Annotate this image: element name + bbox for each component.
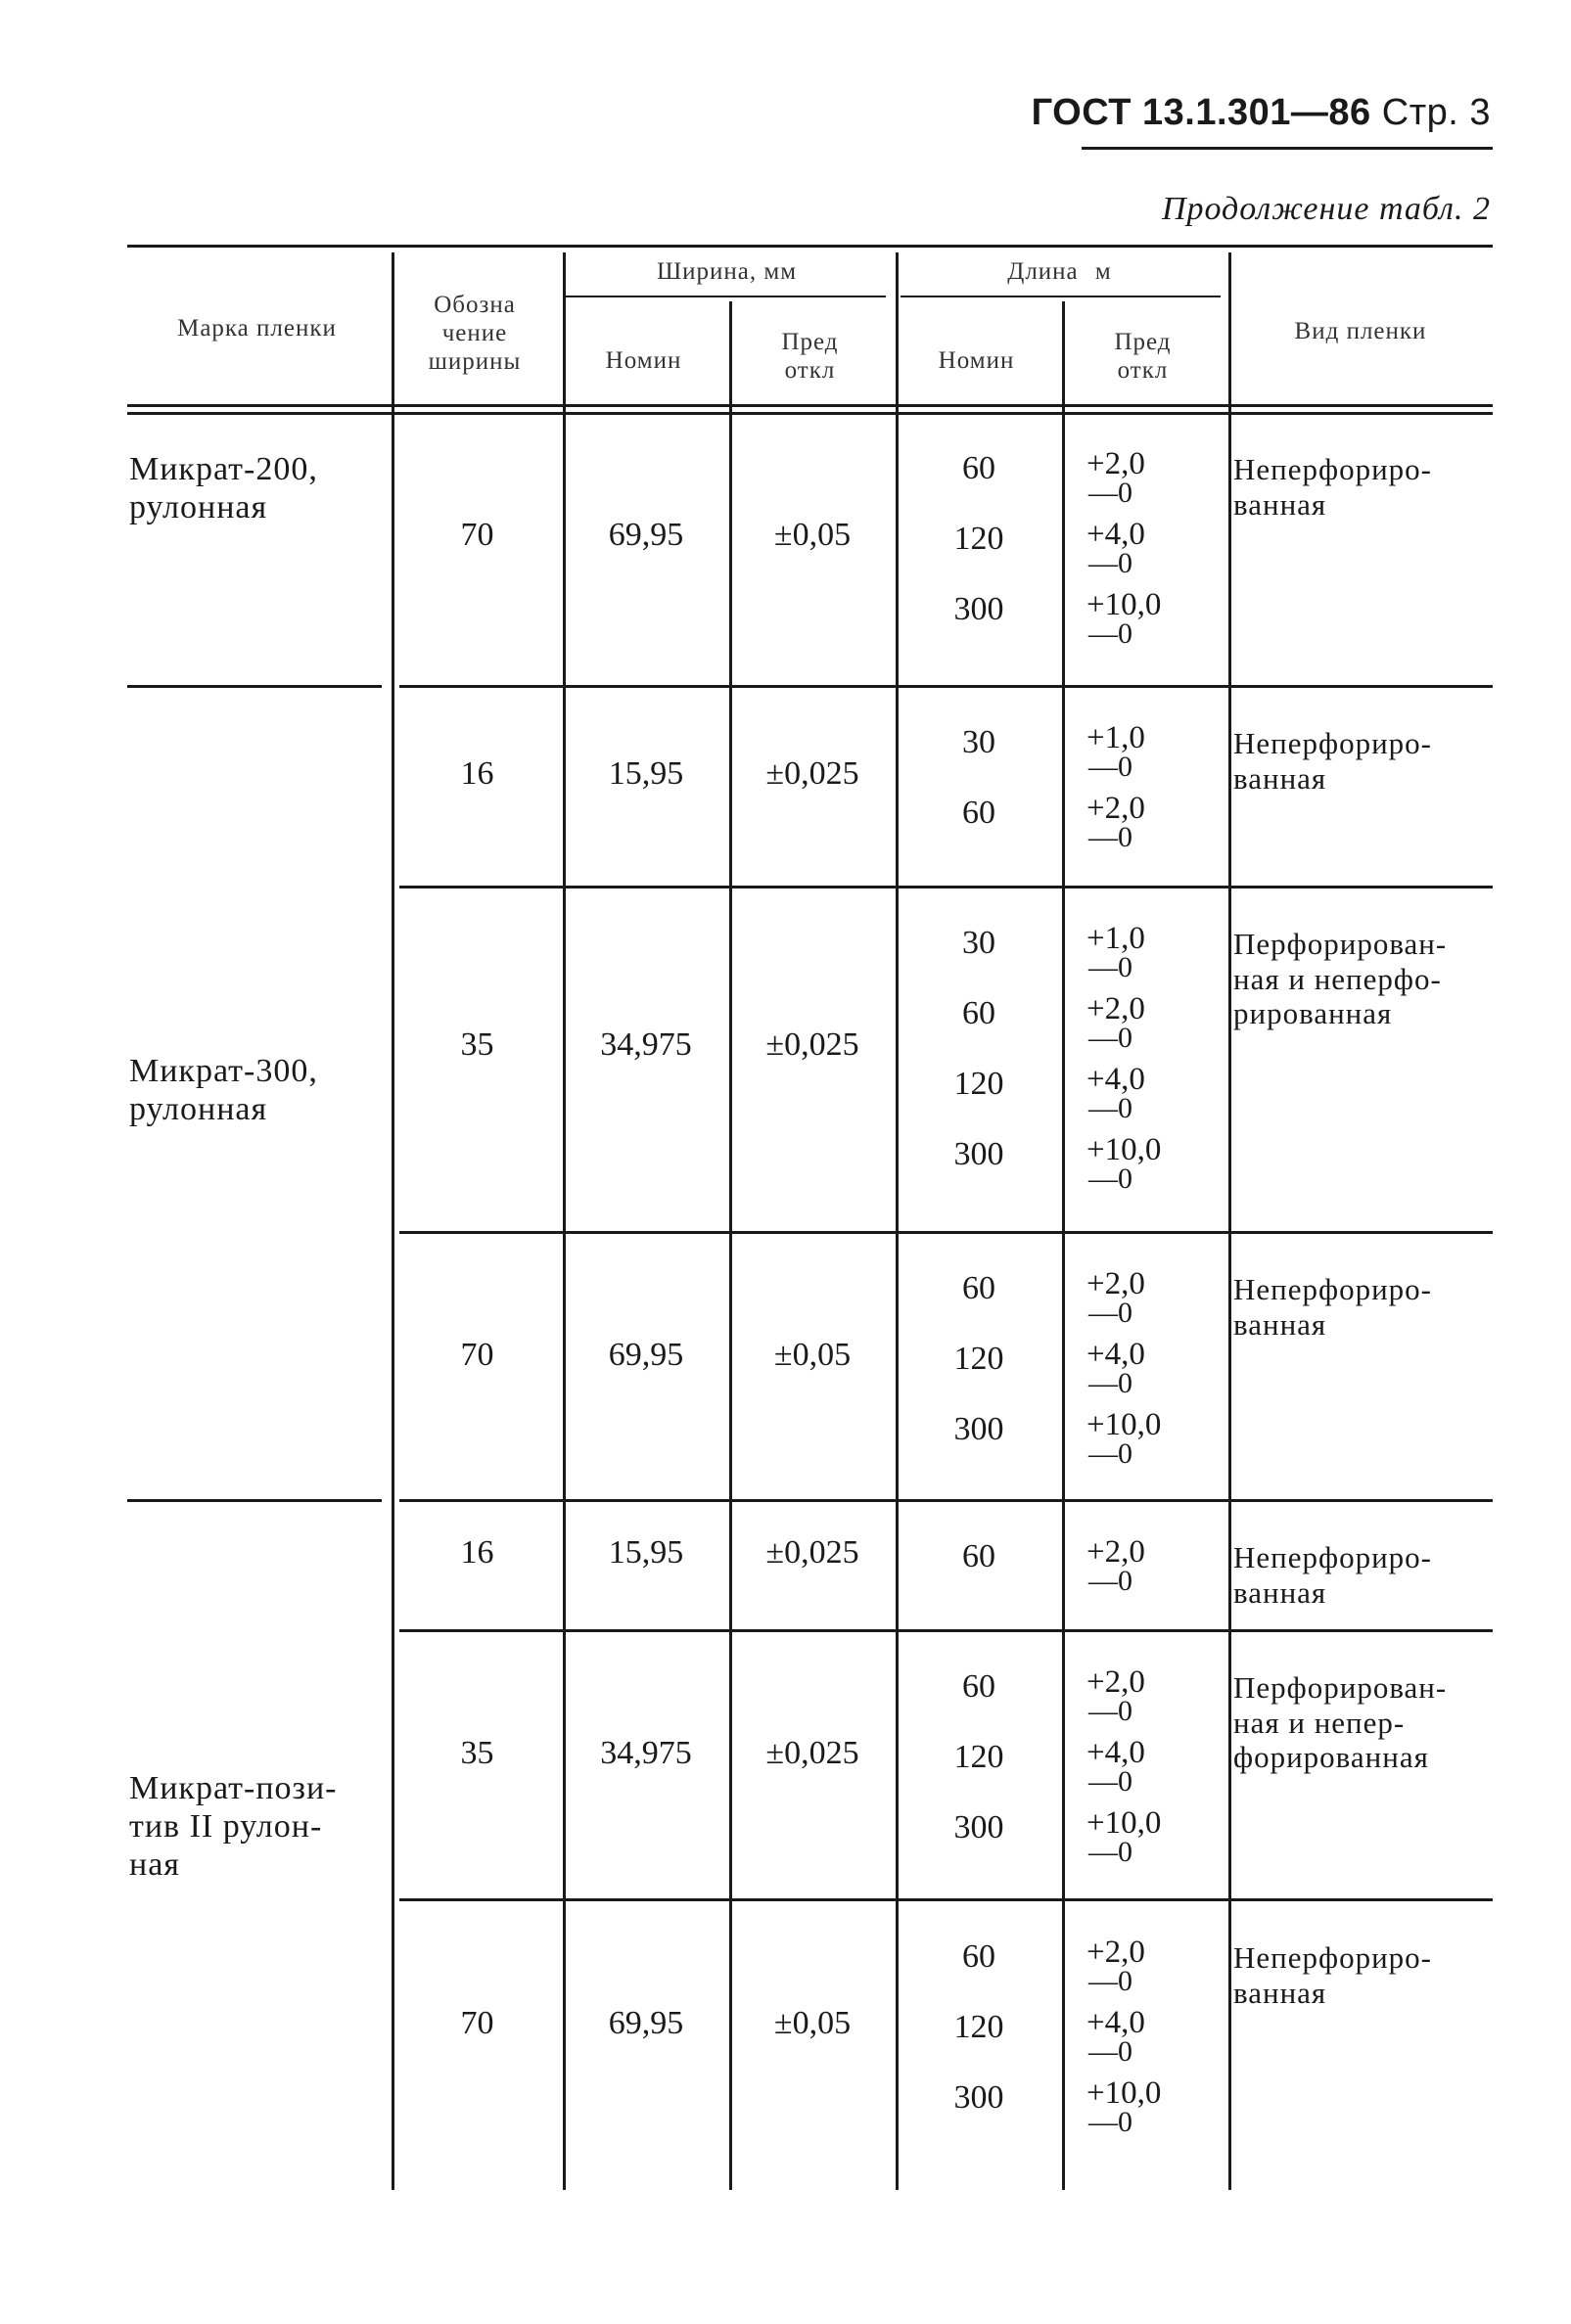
width-nominal-cell: 34,975 — [600, 1735, 692, 1771]
length-tolerance-cell — [1086, 1134, 1161, 1194]
tolerance-minus: —0 — [1088, 2106, 1132, 2138]
tolerance-plus: +4,0 — [1086, 1337, 1145, 1372]
table-rule — [399, 1499, 1493, 1502]
film-type-cell: Неперфориро- ванная — [1233, 1540, 1432, 1610]
width-code-cell: 16 — [460, 1534, 494, 1571]
length-tolerance-cell — [1086, 1807, 1161, 1867]
table-rule — [399, 685, 1493, 688]
width-nominal-cell: 69,95 — [608, 517, 684, 553]
page-number: Стр. 3 — [1381, 92, 1491, 133]
length-tolerance-cell — [1086, 722, 1145, 782]
tolerance-plus: +10,0 — [1086, 1805, 1162, 1841]
length-nominal-cell: 60 — [962, 795, 995, 831]
table-rule — [399, 1898, 1493, 1901]
length-nominal-cell: 60 — [962, 995, 995, 1031]
length-tolerance-cell — [1086, 1737, 1145, 1797]
film-brand: Микрат-300, рулонная — [129, 1053, 318, 1128]
width-deviation-cell: ±0,05 — [773, 517, 852, 553]
length-nominal-cell: 60 — [962, 1668, 995, 1705]
length-tolerance-cell — [1086, 2007, 1145, 2067]
length-tolerance-cell — [1086, 448, 1145, 508]
column-divider — [729, 301, 732, 2190]
length-nominal-cell: 60 — [962, 1938, 995, 1975]
length-tolerance-cell — [1086, 1937, 1145, 1996]
tolerance-plus: +10,0 — [1086, 2075, 1162, 2111]
table-rule — [399, 1231, 1493, 1234]
tolerance-minus: —0 — [1088, 2035, 1132, 2068]
length-nominal-cell: 300 — [953, 1809, 1004, 1846]
film-type-cell: Неперфориро- ванная — [1233, 726, 1432, 796]
width-code-cell: 16 — [460, 755, 494, 792]
width-code-cell: 70 — [460, 2005, 494, 2041]
header-width-code: Обозна чение ширины — [428, 292, 522, 375]
table-rule — [127, 412, 1493, 415]
tolerance-plus: +10,0 — [1086, 587, 1162, 622]
film-type-cell: Перфорирован- ная и неперфо- рированная — [1233, 927, 1448, 1031]
width-nominal-cell: 34,975 — [600, 1026, 692, 1063]
length-tolerance-cell — [1086, 1409, 1161, 1469]
header-brand: Марка пленки — [177, 315, 337, 342]
width-nominal-cell: 15,95 — [608, 755, 684, 792]
standard-number: ГОСТ 13.1.301—86 — [1031, 92, 1371, 133]
tolerance-minus: —0 — [1088, 1162, 1132, 1195]
table-rule — [399, 886, 1493, 889]
width-deviation-cell: ±0,025 — [765, 1026, 859, 1063]
film-brand: Микрат-200, рулонная — [129, 451, 318, 526]
length-nominal-cell: 120 — [953, 1341, 1004, 1377]
length-nominal-cell: 300 — [953, 2079, 1004, 2116]
width-code-cell: 70 — [460, 1337, 494, 1373]
film-type-cell: Неперфориро- ванная — [1233, 452, 1432, 522]
table-rule — [127, 1499, 382, 1502]
length-nominal-cell: 300 — [953, 591, 1004, 627]
tolerance-minus: —0 — [1088, 821, 1132, 853]
tolerance-minus: —0 — [1088, 477, 1132, 509]
page-header — [1032, 92, 1491, 134]
length-nominal-cell: 120 — [953, 521, 1004, 557]
header-width-nominal: Номин — [605, 347, 682, 374]
tolerance-plus: +2,0 — [1086, 1534, 1145, 1570]
tolerance-minus: —0 — [1088, 1565, 1132, 1597]
length-tolerance-cell — [1086, 1666, 1145, 1726]
header-width-deviation: Пред откл — [781, 329, 839, 384]
width-deviation-cell: ±0,05 — [773, 2005, 852, 2041]
length-tolerance-cell — [1086, 923, 1145, 982]
length-nominal-cell: 120 — [953, 1066, 1004, 1102]
table-rule — [127, 404, 1493, 407]
tolerance-plus: +10,0 — [1086, 1132, 1162, 1167]
tolerance-plus: +2,0 — [1086, 1664, 1145, 1700]
width-deviation-cell: ±0,025 — [765, 1735, 859, 1771]
tolerance-plus: +2,0 — [1086, 1935, 1145, 1970]
width-deviation-cell: ±0,025 — [765, 755, 859, 792]
header-film-type: Вид пленки — [1294, 318, 1427, 344]
length-nominal-cell: 60 — [962, 1538, 995, 1574]
length-nominal-cell: 300 — [953, 1411, 1004, 1447]
tolerance-minus: —0 — [1088, 617, 1132, 650]
length-tolerance-cell — [1086, 589, 1161, 649]
film-type-cell: Неперфориро- ванная — [1233, 1940, 1432, 2010]
column-divider — [1062, 301, 1065, 2190]
length-nominal-cell: 120 — [953, 2009, 1004, 2045]
width-nominal-cell: 69,95 — [608, 2005, 684, 2041]
tolerance-plus: +1,0 — [1086, 720, 1145, 755]
tolerance-minus: —0 — [1088, 547, 1132, 579]
film-type-cell: Неперфориро- ванная — [1233, 1272, 1432, 1342]
table-rule — [127, 245, 1493, 248]
tolerance-plus: +2,0 — [1086, 991, 1145, 1026]
tolerance-minus: —0 — [1088, 1695, 1132, 1727]
tolerance-plus: +4,0 — [1086, 517, 1145, 552]
header-length-nominal: Номин — [938, 347, 1015, 374]
tolerance-minus: —0 — [1088, 1836, 1132, 1868]
width-code-cell: 70 — [460, 517, 494, 553]
length-tolerance-cell — [1086, 1536, 1145, 1596]
header-width-group: Ширина, мм — [656, 258, 798, 285]
tolerance-minus: —0 — [1088, 1297, 1132, 1329]
length-nominal-cell: 120 — [953, 1739, 1004, 1775]
tolerance-minus: —0 — [1088, 1367, 1132, 1399]
table-continuation: Продолжение табл. 2 — [1161, 191, 1491, 227]
tolerance-plus: +4,0 — [1086, 1062, 1145, 1097]
tolerance-plus: +2,0 — [1086, 1266, 1145, 1301]
tolerance-minus: —0 — [1088, 751, 1132, 783]
width-code-cell: 35 — [460, 1735, 494, 1771]
table-rule — [901, 296, 1221, 297]
length-tolerance-cell — [1086, 793, 1145, 852]
tolerance-plus: +4,0 — [1086, 1735, 1145, 1770]
tolerance-minus: —0 — [1088, 1092, 1132, 1124]
header-rule — [1082, 147, 1493, 150]
tolerance-minus: —0 — [1088, 951, 1132, 983]
table-rule — [399, 1629, 1493, 1632]
width-deviation-cell: ±0,025 — [765, 1534, 859, 1571]
table-rule — [563, 296, 886, 297]
header-length-deviation: Пред откл — [1114, 329, 1172, 384]
length-tolerance-cell — [1086, 1268, 1145, 1328]
tolerance-minus: —0 — [1088, 1437, 1132, 1470]
tolerance-plus: +10,0 — [1086, 1407, 1162, 1442]
width-nominal-cell: 69,95 — [608, 1337, 684, 1373]
length-tolerance-cell — [1086, 519, 1145, 578]
tolerance-plus: +2,0 — [1086, 446, 1145, 481]
length-tolerance-cell — [1086, 1064, 1145, 1123]
length-nominal-cell: 60 — [962, 450, 995, 486]
film-type-cell: Перфорирован- ная и непер- форированная — [1233, 1670, 1448, 1775]
tolerance-plus: +2,0 — [1086, 791, 1145, 826]
length-tolerance-cell — [1086, 1339, 1145, 1398]
film-brand: Микрат-пози- тив II рулон- ная — [129, 1770, 338, 1884]
length-nominal-cell: 300 — [953, 1136, 1004, 1172]
width-code-cell: 35 — [460, 1026, 494, 1063]
table-rule — [127, 685, 382, 688]
tolerance-minus: —0 — [1088, 1022, 1132, 1054]
length-nominal-cell: 60 — [962, 1270, 995, 1306]
length-nominal-cell: 30 — [962, 925, 995, 961]
tolerance-minus: —0 — [1088, 1965, 1132, 1997]
tolerance-plus: +4,0 — [1086, 2005, 1145, 2040]
length-tolerance-cell — [1086, 993, 1145, 1053]
length-nominal-cell: 30 — [962, 724, 995, 760]
length-tolerance-cell — [1086, 2077, 1161, 2137]
width-nominal-cell: 15,95 — [608, 1534, 684, 1571]
width-deviation-cell: ±0,05 — [773, 1337, 852, 1373]
header-length-group: Длина м — [1007, 258, 1112, 285]
tolerance-plus: +1,0 — [1086, 921, 1145, 956]
tolerance-minus: —0 — [1088, 1765, 1132, 1798]
